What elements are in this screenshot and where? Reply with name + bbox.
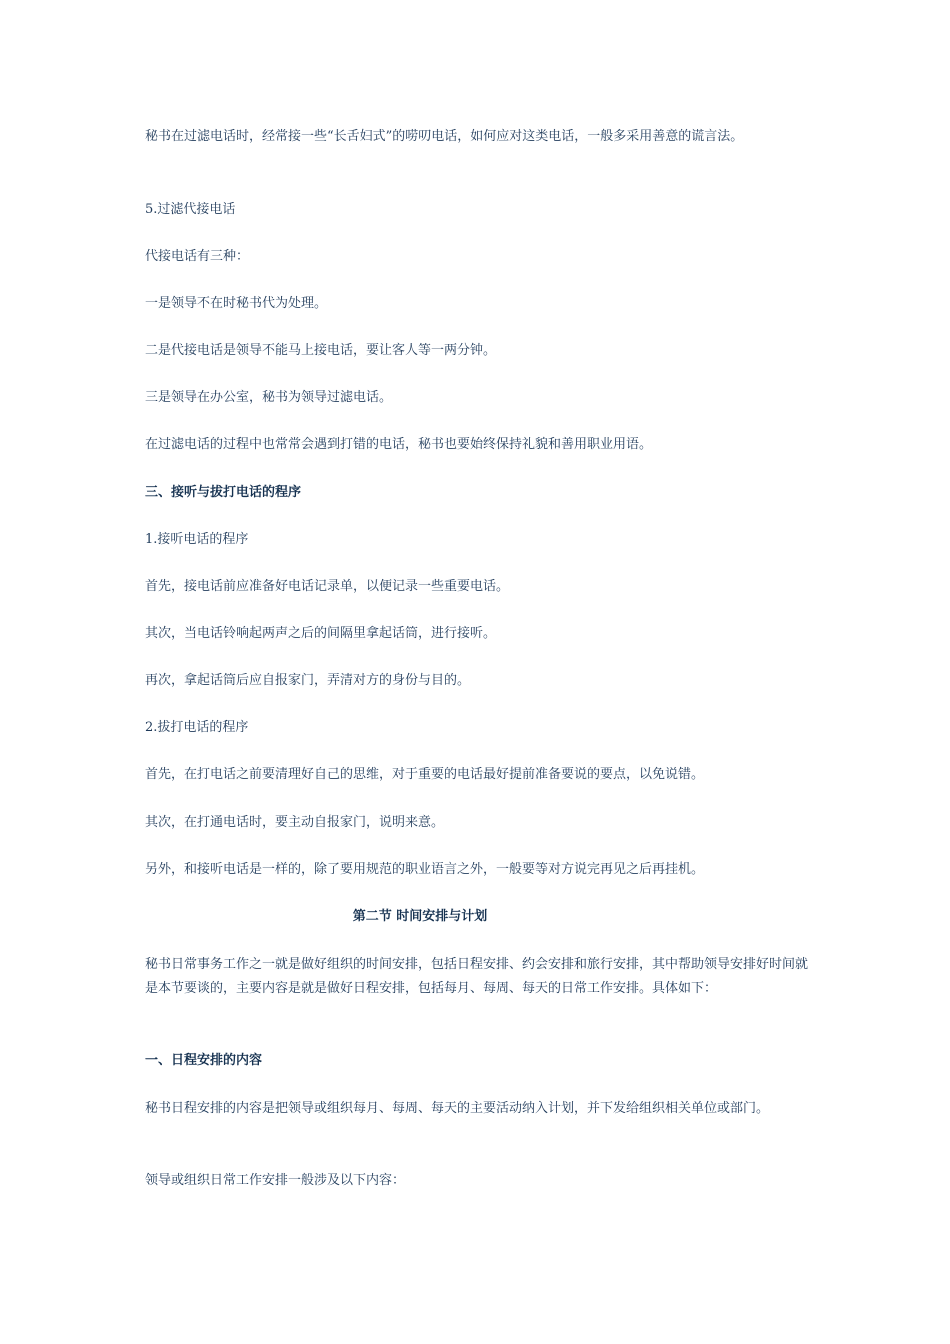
paragraph-answer-step-first: 首先，接电话前应准备好电话记录单，以便记录一些重要电话。 <box>145 579 510 594</box>
paragraph-type-two: 二是代接电话是领导不能马上接电话，要让客人等一两分钟。 <box>145 343 497 358</box>
paragraph-answer-procedure-heading: 1.接听电话的程序 <box>145 532 249 547</box>
paragraph-time-arrangement-intro: 秘书日常事务工作之一就是做好组织的时间安排，包括日程安排、约会安排和旅行安排，其中帮助领导安排好时间就是本节要谈的，主要内容是就是做好日程安排，包括每月、每周、每天的日常工作安排。具体如下： <box>145 957 809 996</box>
paragraph-daily-work-items: 领导或组织日常工作安排一般涉及以下内容： <box>145 1173 406 1188</box>
chapter-heading-time-planning: 第二节 时间安排与计划 <box>352 909 488 924</box>
paragraph-filter-chatty-calls: 秘书在过滤电话时，经常接一些“长舌妇式”的唠叨电话，如何应对这类电话，一般多采用善意的谎言法。 <box>145 129 744 144</box>
paragraph-item-5-heading: 5.过滤代接电话 <box>145 202 236 217</box>
paragraph-type-three: 三是领导在办公室，秘书为领导过滤电话。 <box>145 390 393 405</box>
section-heading-schedule-content: 一、日程安排的内容 <box>145 1053 263 1068</box>
paragraph-three-types: 代接电话有三种： <box>145 249 250 264</box>
section-heading-phone-procedures: 三、接听与拔打电话的程序 <box>145 485 302 500</box>
paragraph-type-one: 一是领导不在时秘书代为处理。 <box>145 296 328 311</box>
paragraph-wrong-number: 在过滤电话的过程中也常常会遇到打错的电话，秘书也要始终保持礼貌和善用职业用语。 <box>145 437 653 452</box>
paragraph-dial-step-other: 另外，和接听电话是一样的，除了要用规范的职业语言之外，一般要等对方说完再见之后再挂机。 <box>145 862 705 877</box>
paragraph-answer-step-second: 其次，当电话铃响起两声之后的间隔里拿起话筒，进行接听。 <box>145 626 497 641</box>
paragraph-schedule-content: 秘书日程安排的内容是把领导或组织每月、每周、每天的主要活动纳入计划，并下发给组织相关单位或部门。 <box>145 1101 770 1116</box>
paragraph-dial-step-second: 其次，在打通电话时，要主动自报家门，说明来意。 <box>145 815 445 830</box>
paragraph-dial-step-first: 首先，在打电话之前要清理好自己的思维，对于重要的电话最好提前准备要说的要点，以免说错。 <box>145 767 705 782</box>
paragraph-answer-step-third: 再次，拿起话筒后应自报家门，弄清对方的身份与目的。 <box>145 673 471 688</box>
paragraph-dial-procedure-heading: 2.拔打电话的程序 <box>145 720 249 735</box>
